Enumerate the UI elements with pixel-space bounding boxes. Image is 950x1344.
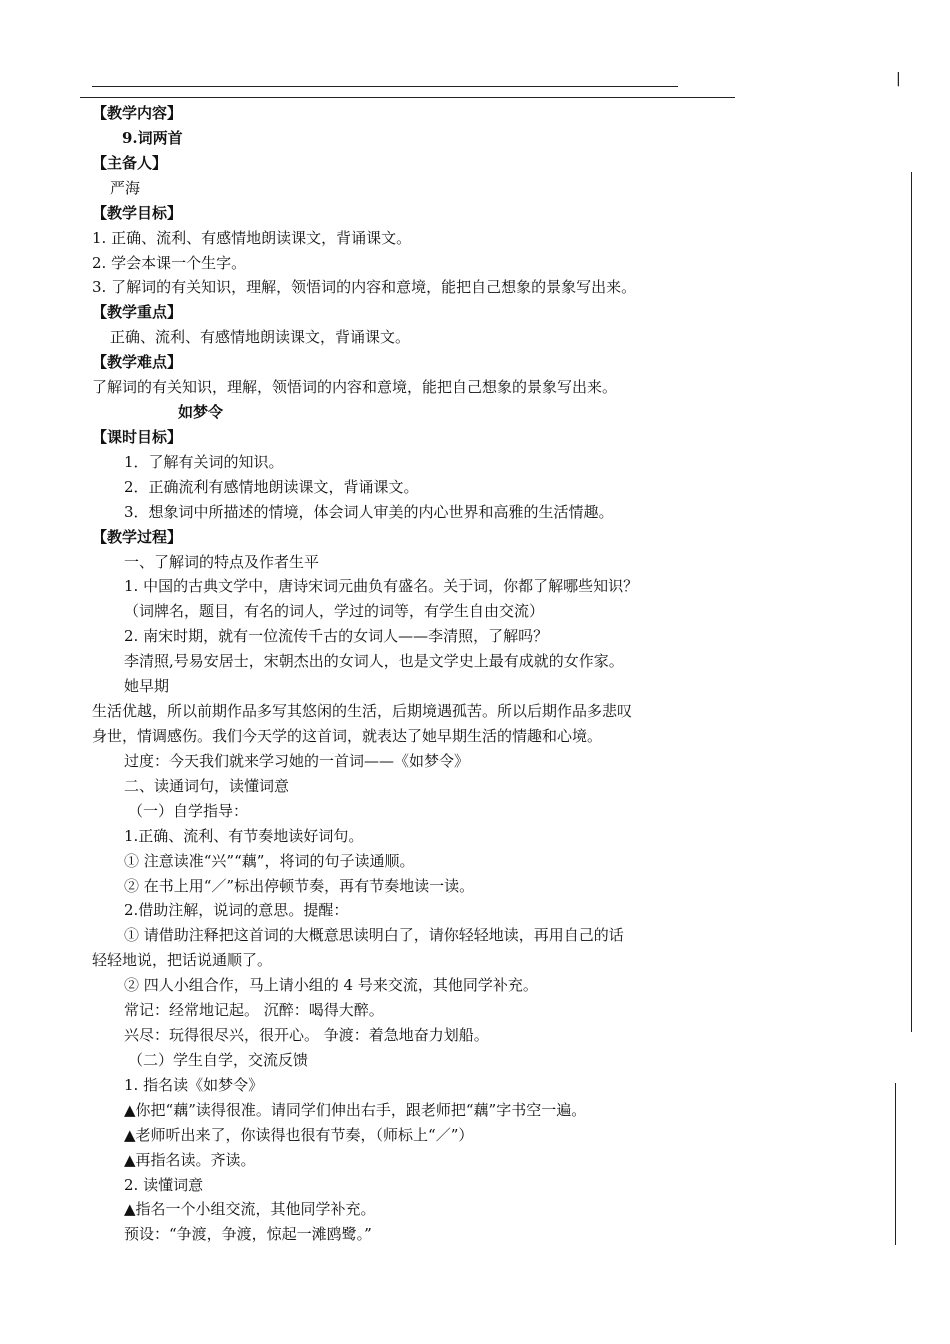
text-line: 过度：今天我们就来学习她的一首词——《如梦令》 (124, 751, 470, 770)
text-line: 3．想象词中所描述的情境，体会词人审美的内心世界和高雅的生活情趣。 (124, 502, 614, 521)
text-line: ① 注意读准“兴”“藕”，将词的句子读通顺。 (124, 851, 415, 870)
text-line: （二）学生自学，交流反馈 (128, 1050, 309, 1069)
text-line: 二、读通词句，读懂词意 (124, 776, 290, 795)
text-line: 李清照,号易安居士，宋朝杰出的女词人，也是文学史上最有成就的女作家。 (124, 652, 624, 671)
header-rule-top (92, 86, 678, 87)
margin-line-upper (911, 172, 912, 1032)
text-line: 了解词的有关知识，理解，领悟词的内容和意境，能把自己想象的景象写出来。 (92, 378, 618, 397)
header-rule-bottom (80, 97, 735, 98)
text-line: 2. 学会本课一个生字。 (92, 253, 247, 272)
text-line: （词牌名，题目，有名的词人，学过的词等，有学生自由交流） (124, 602, 545, 621)
section-heading: 【教学难点】 (92, 353, 183, 372)
section-heading: 【教学目标】 (92, 203, 183, 222)
section-heading: 【主备人】 (92, 153, 168, 172)
section-heading: 【教学过程】 (92, 527, 183, 546)
text-line: ▲指名一个小组交流，其他同学补充。 (124, 1200, 376, 1219)
section-heading: 【教学内容】 (92, 104, 183, 122)
text-line: 1．了解有关词的知识。 (124, 452, 284, 471)
section-heading: 9.词两首 (122, 128, 183, 147)
text-line: ② 四人小组合作，马上请小组的 4 号来交流，其他同学补充。 (124, 976, 538, 995)
text-line: 兴尽：玩得很尽兴，很开心。 争渡：着急地奋力划船。 (124, 1026, 489, 1045)
text-line: ▲再指名读。齐读。 (124, 1150, 256, 1169)
text-line: 正确、流利、有感情地朗读课文，背诵课文。 (110, 328, 411, 347)
header-mark: | (896, 71, 901, 87)
text-line: ① 请借助注释把这首词的大概意思读明白了，请你轻轻地读，再用自己的话 (124, 926, 624, 945)
text-line: 1. 中国的古典文学中，唐诗宋词元曲负有盛名。关于词，你都了解哪些知识？ (124, 577, 639, 596)
section-heading: 【教学重点】 (92, 303, 183, 322)
text-line: 2．正确流利有感情地朗读课文，背诵课文。 (124, 477, 419, 496)
text-line: 3. 了解词的有关知识，理解，领悟词的内容和意境，能把自己想象的景象写出来。 (92, 278, 637, 297)
text-line: 轻轻地说，把话说通顺了。 (92, 951, 273, 970)
text-line: ▲你把“藕”读得很准。请同学们伸出右手，跟老师把“藕”字书空一遍。 (124, 1100, 587, 1119)
text-line: 2. 南宋时期，就有一位流传千古的女词人——李清照，了解吗？ (124, 627, 549, 646)
text-line: 1. 正确、流利、有感情地朗读课文，背诵课文。 (92, 228, 412, 247)
text-line: 身世，情调感伤。我们今天学的这首词，就表达了她早期生活的情趣和心境。 (92, 727, 603, 745)
text-line: 1.正确、流利、有节奏地读好词句。 (124, 826, 364, 845)
text-line: ② 在书上用“／”标出停顿节奏，再有节奏地读一读。 (124, 876, 475, 895)
text-line: 2. 读懂词意 (124, 1175, 204, 1194)
text-line: 严海 (110, 178, 141, 197)
text-line: 一、了解词的特点及作者生平 (124, 552, 320, 571)
text-line: 生活优越，所以前期作品多写其悠闲的生活，后期境遇孤苦。所以后期作品多悲叹 (92, 702, 633, 721)
text-line: ▲老师听出来了，你读得也很有节奏，（师标上“／”） (124, 1125, 474, 1144)
text-line: 常记：经常地记起。 沉醉：喝得大醉。 (124, 1001, 384, 1020)
section-heading: 如梦令 (178, 403, 224, 422)
text-line: 1. 指名读《如梦令》 (124, 1075, 264, 1094)
text-line: 2.借助注解，说词的意思。提醒： (124, 901, 349, 920)
text-line: 预设：“争渡，争渡，惊起一滩鸥鹭。” (124, 1225, 372, 1244)
text-line: 她早期 (124, 677, 170, 696)
text-line: （一）自学指导： (128, 801, 249, 820)
section-heading: 【课时目标】 (92, 427, 183, 446)
margin-line-lower (895, 1083, 896, 1245)
